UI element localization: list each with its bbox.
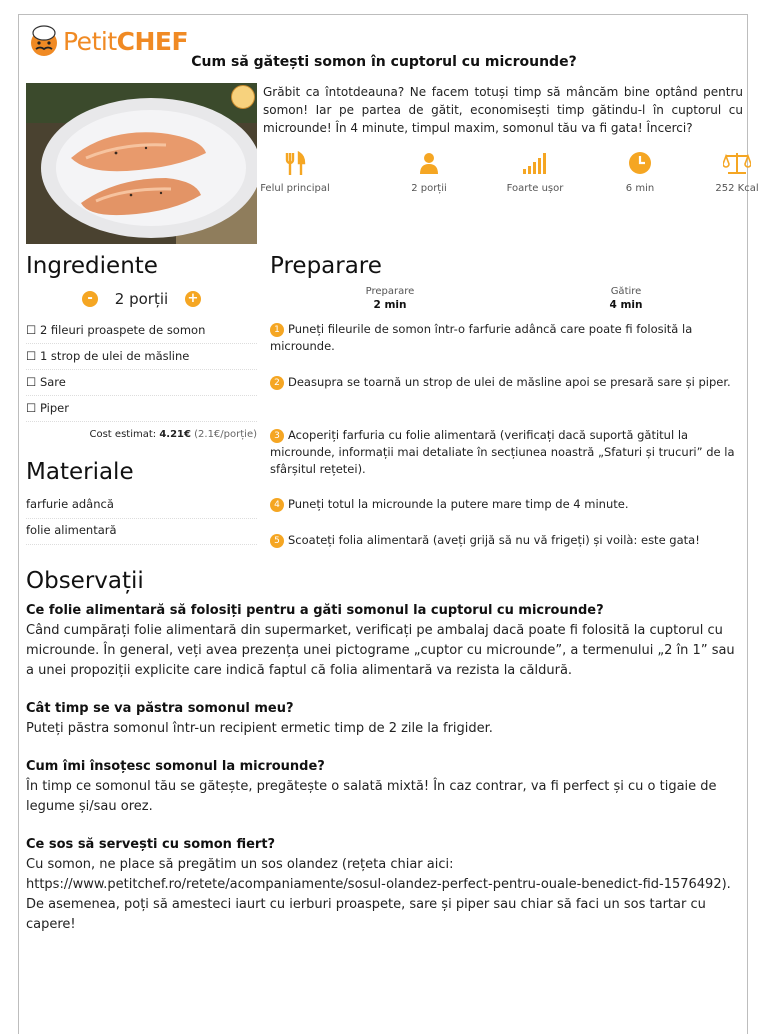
stat-time xyxy=(590,151,690,194)
stat-calories xyxy=(687,151,768,194)
ingredient-item[interactable]: ☐ Piper xyxy=(26,397,257,422)
logo-text-petit: Petit xyxy=(63,26,117,56)
observations-section xyxy=(26,601,741,953)
observation-question: Ce folie alimentară să folosiți pentru a găti somonul la cuptorul cu microunde? xyxy=(26,603,604,618)
ingredient-item[interactable]: ☐ Sare xyxy=(26,371,257,396)
increase-portions-button[interactable]: + xyxy=(185,291,201,307)
logo-text-chef: CHEF xyxy=(116,26,189,56)
stat-difficulty xyxy=(485,151,585,194)
observation-question: Cât timp se va păstra somonul meu? xyxy=(26,701,294,716)
materials-list xyxy=(26,493,257,545)
materials-heading: Materiale xyxy=(26,459,134,485)
ingredient-item[interactable]: ☐ 1 strop de ulei de măsline xyxy=(26,345,257,370)
salmon-photo-illustration xyxy=(26,83,257,244)
material-item: farfurie adâncă xyxy=(26,493,257,519)
person-icon xyxy=(418,151,440,175)
stat-course-label: Felul principal xyxy=(260,183,330,194)
prep-times xyxy=(270,286,740,316)
observation-question: Ce sos să servești cu somon fiert? xyxy=(26,837,276,852)
recipe-page xyxy=(18,14,759,1034)
step-text: Deasupra se toarnă un strop de ulei de măsline apoi se presară sare și piper. xyxy=(288,375,731,389)
observation-block xyxy=(26,699,741,739)
cook-time-label: Gătire xyxy=(610,286,642,297)
step-number: 1 xyxy=(270,323,284,337)
step-5 xyxy=(270,532,740,549)
recipe-photo xyxy=(26,83,257,244)
prep-time xyxy=(330,286,450,311)
cook-time xyxy=(566,286,686,311)
step-text: Acoperiți farfuria cu folie alimentară (verificați dacă suportă gătitul la microunde, informații mai detaliate în secțiunea noastră „Sfaturi și trucuri” de la sfârșitul rețetei). xyxy=(270,428,735,476)
cook-time-value: 4 min xyxy=(609,299,643,311)
observation-answer: Puteți păstra somonul într-un recipient ermetic timp de 2 zile la frigider. xyxy=(26,721,493,736)
step-text: Puneți totul la microunde la putere mare timp de 4 minute. xyxy=(288,497,629,511)
stat-servings xyxy=(379,151,479,194)
step-2 xyxy=(270,374,740,391)
chef-hat-logo-icon xyxy=(27,24,61,58)
observation-block xyxy=(26,757,741,817)
scale-icon xyxy=(723,151,751,175)
clock-icon xyxy=(628,151,652,175)
signal-bars-icon xyxy=(522,151,548,175)
estimated-cost xyxy=(26,429,257,440)
recipe-intro: Grăbit ca întotdeauna? Ne facem totuși timp să mâncăm bine optând pentru somon! Iar pe partea de gătit, economisești timp gătindu-l în cuptorul cu microunde! În 4 minute, timpul maxim, somonul tău va fi gata! Încerci? xyxy=(263,85,743,135)
ingredients-list xyxy=(26,319,257,423)
observation-question: Cum îmi însoțesc somonul la microunde? xyxy=(26,759,325,774)
stat-calories-label: 252 Kcal xyxy=(715,183,759,194)
prep-time-value: 2 min xyxy=(373,299,407,311)
observation-block xyxy=(26,601,741,681)
cost-prefix: Cost estimat: xyxy=(89,429,160,440)
observation-answer: Când cumpărați folie alimentară din supermarket, verificați pe ambalaj dacă poate fi folosită la cuptorul cu microunde. În general, veți avea prezența unei pictograme „cuptor cu microunde”, a termenului „2 în 1” sau a unei propoziții explicite care indică faptul că folia alimentară va rezista la căldură. xyxy=(26,623,735,678)
step-4 xyxy=(270,496,740,513)
step-number: 2 xyxy=(270,376,284,390)
portions-control xyxy=(26,289,257,311)
step-number: 5 xyxy=(270,534,284,548)
observation-block xyxy=(26,835,741,935)
step-3 xyxy=(270,427,740,478)
stat-course xyxy=(245,151,345,194)
recipe-stats xyxy=(257,151,759,197)
author-avatar[interactable] xyxy=(231,85,255,109)
decrease-portions-button[interactable]: - xyxy=(82,291,98,307)
preparation-heading: Preparare xyxy=(270,253,382,279)
cost-per-portion: (2.1€/porție) xyxy=(190,429,257,440)
step-text: Scoateți folia alimentară (aveți grijă să nu vă frigeți) și voilà: este gata! xyxy=(288,533,700,547)
step-1 xyxy=(270,321,740,355)
cost-value: 4.21€ xyxy=(159,429,191,440)
stat-servings-label: 2 porții xyxy=(411,183,447,194)
observation-answer: În timp ce somonul tău se gătește, pregătește o salată mixtă! În caz contrar, va fi perfect și cu o tigaie de legume și/sau orez. xyxy=(26,779,717,814)
ingredients-heading: Ingrediente xyxy=(26,253,158,279)
stat-difficulty-label: Foarte ușor xyxy=(506,183,564,194)
step-number: 4 xyxy=(270,498,284,512)
observation-answer: Cu somon, ne place să pregătim un sos olandez (rețeta chiar aici: https://www.petitchef.ro/retete/acompaniamente/sosul-olandez-perfect-pentru-ouale-benedict-fid-1576492). De asemenea, poți să amesteci iaurt cu ierburi proaspete, sare și piper sau chiar să faci un sos tartar cu capere! xyxy=(26,857,731,932)
ingredient-item[interactable]: ☐ 2 fileuri proaspete de somon xyxy=(26,319,257,344)
stat-time-label: 6 min xyxy=(625,183,655,194)
step-text: Puneți fileurile de somon într-o farfurie adâncă care poate fi folosită la microunde. xyxy=(270,322,693,353)
step-number: 3 xyxy=(270,429,284,443)
utensils-icon xyxy=(284,151,306,175)
recipe-title: Cum să gătești somon în cuptorul cu microunde? xyxy=(191,54,577,70)
observations-heading: Observații xyxy=(26,568,144,594)
prep-time-label: Preparare xyxy=(365,286,415,297)
material-item: folie alimentară xyxy=(26,519,257,545)
portions-value: 2 porții xyxy=(114,289,169,308)
